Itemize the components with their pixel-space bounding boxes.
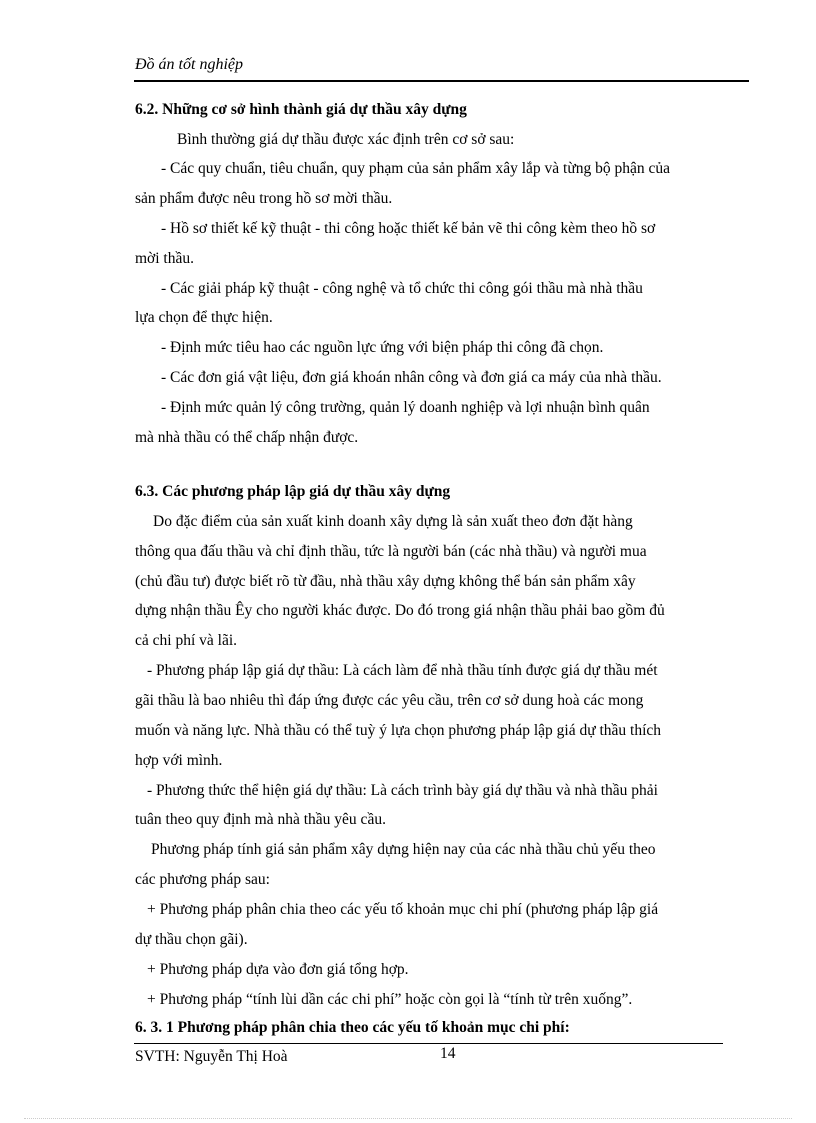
page-number: 14 [440,1045,456,1062]
paragraph-line: dựng nhận thầu Êy cho người khác được. Do đó trong giá nhận thầu phải bao gồm đủ [135,602,665,619]
paragraph-line: sản phẩm được nêu trong hồ sơ mời thầu. [135,190,393,207]
paragraph-line: - Định mức quản lý công trường, quản lý doanh nghiệp và lợi nhuận bình quân [161,399,650,416]
footer-author: SVTH: Nguyễn Thị Hoà [135,1048,288,1065]
section-heading-6-3-1: 6. 3. 1 Phương pháp phân chia theo các yếu tố khoản mục chi phí: [135,1019,570,1036]
paragraph-line: + Phương pháp phân chia theo các yếu tố khoản mục chi phí (phương pháp lập giá [147,901,659,918]
paragraph-line: - Các giải pháp kỹ thuật - công nghệ và tổ chức thi công gói thầu mà nhà thầu [161,280,643,297]
paragraph-line: thông qua đấu thầu và chỉ định thầu, tức là người bán (các nhà thầu) và người mua [135,543,647,560]
paragraph-line: (chủ đầu tư) được biết rõ từ đầu, nhà thầu xây dựng không thể bán sản phẩm xây [135,573,636,590]
paragraph-line: dự thầu chọn gãi). [135,931,248,948]
paragraph-line: - Các đơn giá vật liệu, đơn giá khoán nhân công và đơn giá ca máy của nhà thầu. [161,369,662,386]
section-heading-6-3: 6.3. Các phương pháp lập giá dự thầu xây dựng [135,483,451,500]
page-edge-dots [24,1118,792,1119]
paragraph-line: mời thầu. [135,250,194,267]
header-rule [134,80,749,82]
paragraph-line: cả chi phí và lãi. [135,632,237,649]
paragraph-line: mà nhà thầu có thể chấp nhận được. [135,429,359,446]
paragraph-line: tuân theo quy định mà nhà thầu yêu cầu. [135,811,386,828]
paragraph-line: + Phương pháp “tính lùi dần các chi phí” hoặc còn gọi là “tính từ trên xuống”. [147,991,633,1008]
paragraph-line: - Định mức tiêu hao các nguồn lực ứng với biện pháp thi công đã chọn. [161,339,604,356]
footer-rule [134,1043,723,1044]
paragraph-line: hợp với mình. [135,752,223,769]
paragraph-line: Do đặc điểm của sản xuất kinh doanh xây dựng là sản xuất theo đơn đặt hàng [153,513,633,530]
paragraph-line: - Các quy chuẩn, tiêu chuẩn, quy phạm của sản phẩm xây lắp và từng bộ phận của [161,160,670,177]
header-title: Đồ án tốt nghiệp [135,56,243,73]
paragraph-line: - Hồ sơ thiết kế kỹ thuật - thi công hoặc thiết kế bản vẽ thi công kèm theo hồ sơ [161,220,656,237]
paragraph-line: muốn và năng lực. Nhà thầu có thể tuỳ ý lựa chọn phương pháp lập giá dự thầu thích [135,722,662,739]
paragraph-line: Bình thường giá dự thầu được xác định trên cơ sở sau: [177,131,515,148]
section-heading-6-2: 6.2. Những cơ sở hình thành giá dự thầu xây dựng [135,101,467,118]
paragraph-line: - Phương pháp lập giá dự thầu: Là cách làm để nhà thầu tính được giá dự thầu mét [147,662,658,679]
paragraph-line: - Phương thức thể hiện giá dự thầu: Là cách trình bày giá dự thầu và nhà thầu phải [147,782,658,799]
paragraph-line: lựa chọn để thực hiện. [135,309,273,326]
paragraph-line: các phương pháp sau: [135,871,270,888]
paragraph-line: Phương pháp tính giá sản phẩm xây dựng hiện nay của các nhà thầu chủ yếu theo [151,841,656,858]
paragraph-line: + Phương pháp dựa vào đơn giá tổng hợp. [147,961,409,978]
paragraph-line: gãi thầu là bao nhiêu thì đáp ứng được các yêu cầu, trên cơ sở dung hoà các mong [135,692,644,709]
